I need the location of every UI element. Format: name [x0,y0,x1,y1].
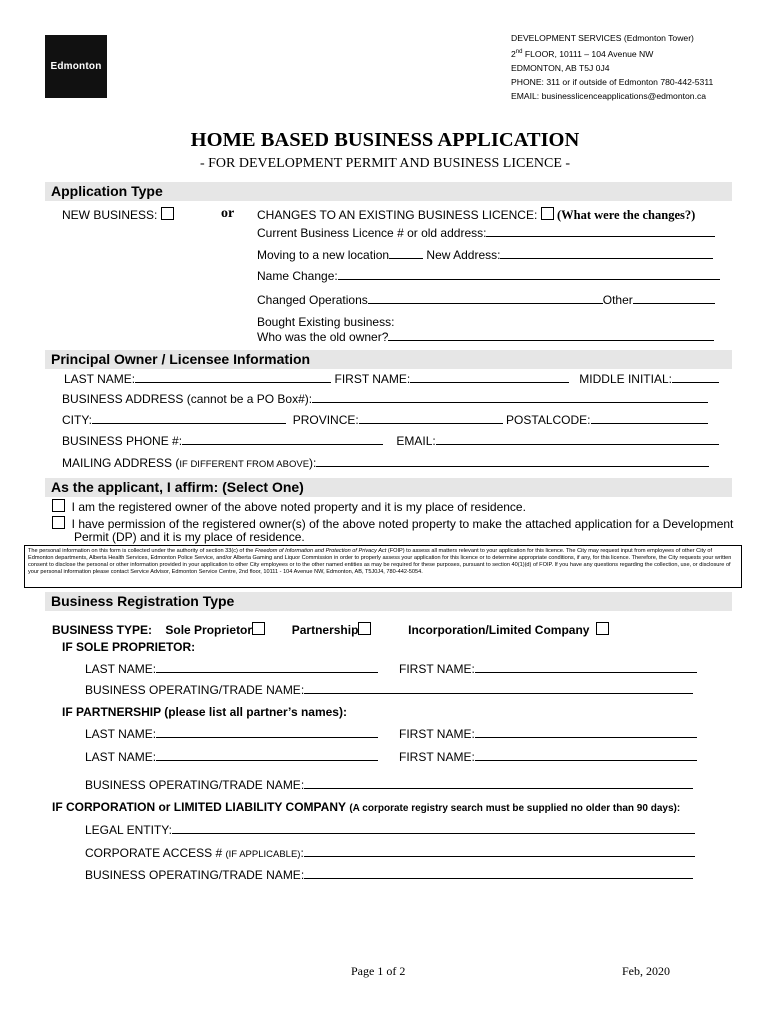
legal-entity-field[interactable] [172,823,695,834]
office-address: DEVELOPMENT SERVICES (Edmonton Tower) 2nd FLOOR, 10111 – 104 Avenue NW EDMONTON, AB T5J 0J4 PHONE: 311 or if outside of Edmonton 780-442-5311 EMAIL: businesslicenceapplications@edmonton.ca [511,33,714,101]
name-change-field[interactable] [338,269,720,280]
changed-operations-field[interactable] [368,293,603,304]
city-field[interactable] [92,413,286,424]
page-title: HOME BASED BUSINESS APPLICATION [190,129,580,151]
new-business-checkbox[interactable] [161,207,174,220]
owner-first-name-field[interactable] [410,372,569,383]
edmonton-logo: Edmonton [45,35,107,98]
sole-last-name-field[interactable] [156,662,378,673]
owner-last-name-field[interactable] [135,372,331,383]
business-address-field[interactable] [312,392,708,403]
partner2-last-name-field[interactable] [156,750,378,761]
partner1-first-name-field[interactable] [475,727,697,738]
page-number: Page 1 of 2 [351,964,406,978]
middle-initial-field[interactable] [672,372,719,383]
affirm-permission-checkbox[interactable] [52,516,65,529]
section-principal-owner: Principal Owner / Licensee Information [45,350,732,369]
corporation-trade-name-field[interactable] [304,868,693,879]
old-owner-field[interactable] [388,330,714,341]
partnership-checkbox[interactable] [358,622,371,635]
moving-field[interactable] [389,248,423,259]
partner2-first-name-field[interactable] [475,750,697,761]
incorporation-checkbox[interactable] [596,622,609,635]
email-field[interactable] [436,434,719,445]
page-subtitle: - FOR DEVELOPMENT PERMIT AND BUSINESS LICENCE - [199,156,571,171]
privacy-notice: The personal information on this form is collected under the authority of section 33(c) of the Freedom of Information and Protection of Privacy Act (FOIP) to assess all matters relevant to your application for this licence. The City may request input from employees of other City of Edmonton departments, Alberta Health Services, Edmonton Police Service, and/or Alberta Gaming and Liquor Commission in order to properly assess your application for this licence or to determine appropriate conditions, if any, for this licence. Therefore, the City requests your written consent to disclose the personal or other information provided in your application to other City employees or to the other named entities as may be required for these purposes, pursuant to section 40(1)(d) of FOIP. If you have any questions regarding the collection, use, or disclosure of your personal information please contact Service Advisor, Edmonton Service Centre, 2nd floor, 10111 - 104 Avenue NW, Edmonton, AB, T5J0J4, 780-442-5054. [24,545,742,588]
sole-trade-name-field[interactable] [304,683,693,694]
corporate-access-field[interactable] [304,846,695,857]
partner1-last-name-field[interactable] [156,727,378,738]
current-licence-field[interactable] [486,226,715,237]
new-address-field[interactable] [500,248,713,259]
section-application-type: Application Type [45,182,732,201]
sole-first-name-field[interactable] [475,662,697,673]
or-label: or [221,206,235,221]
province-field[interactable] [359,413,503,424]
postalcode-field[interactable] [591,413,708,424]
changes-checkbox[interactable] [541,207,554,220]
revision-date: Feb, 2020 [622,964,670,978]
sole-proprietor-checkbox[interactable] [252,622,265,635]
changes-row: CHANGES TO AN EXISTING BUSINESS LICENCE: (What were the changes?) [257,208,696,222]
affirm-owner-checkbox[interactable] [52,499,65,512]
business-phone-field[interactable] [182,434,383,445]
new-business-row: NEW BUSINESS: [62,207,174,222]
partnership-trade-name-field[interactable] [304,778,693,789]
mailing-address-field[interactable] [316,456,709,467]
section-affirm: As the applicant, I affirm: (Select One) [45,478,732,497]
other-field[interactable] [633,293,715,304]
section-registration-type: Business Registration Type [45,592,732,611]
